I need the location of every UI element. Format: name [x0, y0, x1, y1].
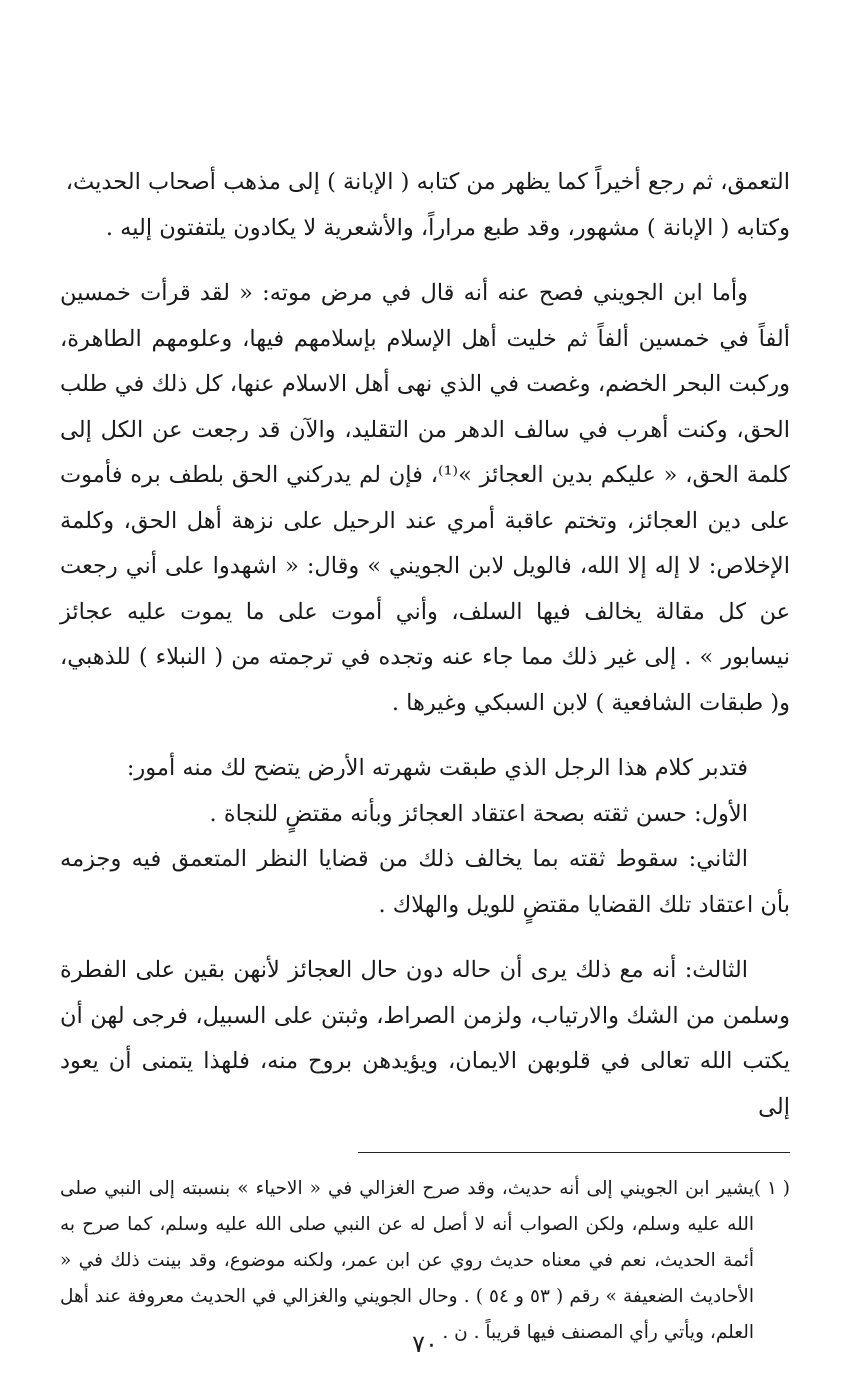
footnote-number: ( ١ ): [753, 1178, 790, 1199]
paragraph-1-line-2: وكتابه ( الإبانة ) مشهور، وقد طبع مراراً، والأشعرية لا يكادون يلتفتون إليه .: [105, 214, 790, 241]
main-text: [60, 160, 790, 1130]
footnote-divider: [358, 1152, 790, 1153]
footnote-1: [60, 1171, 790, 1351]
page-number: ٧٠: [412, 1330, 438, 1358]
point-second: الثاني: سقوط ثقته بما يخالف ذلك من قضايا النظر المتعمق فيه وجزمه بأن اعتقاد تلك القضايا مقتضٍ للويل والهلاك .: [60, 846, 790, 918]
point-third: الثالث: أنه مع ذلك يرى أن حاله دون حال العجائز لأنهن بقين على الفطرة وسلمن من الشك والارتياب، ولزمن الصراط، وثبتن على السبيل، فرجى لهن أن يكتب الله تعالى في قلوبهن الايمان، ويؤيدهن بروح منه، فلهذا يتمنى أن يعود إلى: [60, 957, 790, 1120]
paragraph-juwayni-quote: وأما ابن الجويني فصح عنه أنه قال في مرض موته: « لقد قرأت خمسين ألفاً في خمسين ألفاً ثم خليت أهل الإسلام بإسلامهم فيها، وعلومهم الطاهرة، وركبت البحر الخضم، وغصت في الذي نهى أهل الاسلام عنها، كل ذلك في طلب الحق، وكنت أهرب في سالف الدهر من التقليد، والآن قد رجعت عن الكل إلى كلمة الحق، « عليكم بدين العجائز »⁽¹⁾، فإن لم يدركني الحق بلطف بره فأموت على دين العجائز، وتختم عاقبة أمري عند الرحيل على نزهة أهل الحق، وكلمة الإخلاص: لا إله إلا الله، فالويل لابن الجويني » وقال: « اشهدوا على أني رجعت عن كل مقالة يخالف فيها السلف، وأني أموت على ما يموت عليه عجائز نيسابور » . إلى غير ذلك مما جاء عنه وتجده في ترجمته من ( النبلاء ) للذهبي، و( طبقات الشافعية ) لابن السبكي وغيرها .: [60, 280, 790, 716]
paragraph-1-line-1: التعمق، ثم رجع أخيراً كما يظهر من كتابه ( الإبانة ) إلى مذهب أصحاب الحديث،: [65, 169, 790, 195]
footnotes: [60, 1171, 790, 1351]
point-first: الأول: حسن ثقته بصحة اعتقاد العجائز وبأنه مقتضٍ للنجاة .: [209, 800, 748, 827]
footnote-text: يشير ابن الجويني إلى أنه حديث، وقد صرح الغزالي في « الاحياء » بنسبته إلى النبي صلى الله عليه وسلم، ولكن الصواب أنه لا أصل له عن النبي صلى الله عليه وسلم، كما صرح به أئمة الحديث، نعم في معناه حديث روي عن ابن عمر، ولكنه موضوع، وقد بينت ذلك في « الأحاديث الضعيفة » رقم ( ٥٣ و ٥٤ ) . وحال الجويني والغزالي في الحديث معروفة عند أهل العلم، ويأتي رأي المصنف فيها قريباً . ن .: [60, 1178, 754, 1343]
points-intro: فتدبر كلام هذا الرجل الذي طبقت شهرته الأرض يتضح لك منه أمور:: [126, 755, 748, 781]
points-list: [60, 746, 790, 928]
